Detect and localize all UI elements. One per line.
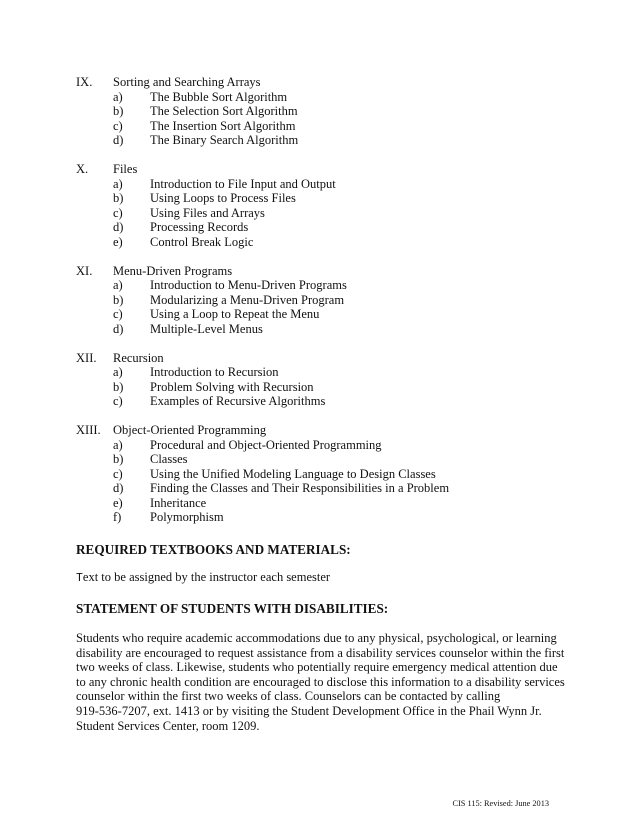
item-letter: c)	[113, 394, 123, 408]
section-number: X.	[76, 162, 89, 176]
outline-item	[76, 119, 596, 134]
item-letter: d)	[113, 133, 124, 147]
outline-item	[76, 220, 596, 235]
outline-item	[76, 452, 596, 467]
item-text: Using a Loop to Repeat the Menu	[150, 307, 320, 321]
item-letter: b)	[113, 292, 124, 307]
item-text: Introduction to File Input and Output	[150, 176, 336, 191]
item-letter: e)	[113, 234, 123, 249]
outline-item	[76, 177, 596, 192]
section-heading	[76, 351, 596, 366]
item-text: Problem Solving with Recursion	[150, 379, 314, 394]
item-text: Polymorphism	[150, 510, 224, 524]
section-title: Object-Oriented Programming	[113, 423, 267, 437]
item-text: The Bubble Sort Algorithm	[150, 89, 288, 104]
outline-section	[76, 264, 596, 337]
outline-item	[76, 206, 596, 221]
item-letter: b)	[113, 379, 124, 394]
outline-item	[76, 394, 596, 409]
item-text: Examples of Recursive Algorithms	[150, 394, 326, 408]
item-letter: d)	[113, 481, 124, 495]
section-number: XII.	[76, 350, 97, 365]
item-letter: c)	[113, 307, 123, 321]
textbooks-heading: REQUIRED TEXTBOOKS AND MATERIALS:	[76, 542, 351, 557]
item-text: Classes	[150, 452, 188, 466]
item-text: The Binary Search Algorithm	[150, 133, 299, 147]
paragraph-line: Student Services Center, room 1209.	[76, 718, 260, 733]
section-heading	[76, 162, 596, 177]
paragraph-line: 919-536-7207, ext. 1413 or by visiting the Student Development Office in the Phail Wynn Jr.	[76, 703, 542, 718]
outline-item	[76, 496, 596, 511]
paragraph-line: two weeks of class. Likewise, students who potentially require emergency medical attention due	[76, 660, 558, 675]
outline-item	[76, 191, 596, 206]
paragraph-line: Students who require academic accommodations due to any physical, psychological, or learning	[76, 631, 557, 645]
item-letter: a)	[113, 89, 123, 104]
item-text: Inheritance	[150, 495, 207, 510]
item-letter: c)	[113, 466, 123, 481]
item-text: Control Break Logic	[150, 234, 254, 249]
item-letter: a)	[113, 365, 123, 379]
section-title: Sorting and Searching Arrays	[113, 75, 261, 89]
course-outline	[76, 75, 596, 539]
outline-section	[76, 351, 596, 409]
outline-item	[76, 90, 596, 105]
item-letter: a)	[113, 176, 123, 191]
item-letter: b)	[113, 104, 124, 118]
section-number: IX.	[76, 75, 93, 89]
outline-item	[76, 322, 596, 337]
item-text: Using the Unified Modeling Language to Design Classes	[150, 466, 436, 481]
section-number: XIII.	[76, 423, 101, 437]
item-letter: b)	[113, 452, 124, 466]
item-letter: c)	[113, 118, 123, 133]
item-text: The Insertion Sort Algorithm	[150, 118, 296, 133]
outline-item	[76, 133, 596, 148]
paragraph-line: disability are encouraged to request assistance from a disability services counselor within the first	[76, 645, 565, 660]
outline-item	[76, 307, 596, 322]
item-letter: d)	[113, 321, 124, 336]
section-number: XI.	[76, 263, 93, 278]
item-text: Finding the Classes and Their Responsibilities in a Problem	[150, 481, 450, 495]
outline-item	[76, 293, 596, 308]
section-heading	[76, 423, 596, 438]
item-letter: f)	[113, 510, 122, 524]
outline-item	[76, 438, 596, 453]
textbooks-text-initial: T	[76, 572, 83, 585]
item-text: Using Loops to Process Files	[150, 191, 296, 205]
item-text: Processing Records	[150, 220, 249, 234]
outline-section	[76, 162, 596, 249]
item-letter: b)	[113, 191, 124, 205]
item-text: Procedural and Object-Oriented Programming	[150, 437, 382, 452]
item-text: Using Files and Arrays	[150, 205, 265, 220]
item-letter: e)	[113, 495, 123, 510]
disabilities-heading: STATEMENT OF STUDENTS WITH DISABILITIES:	[76, 601, 389, 616]
item-text: The Selection Sort Algorithm	[150, 104, 298, 118]
item-text: Multiple-Level Menus	[150, 321, 263, 336]
outline-item	[76, 467, 596, 482]
paragraph-line: counselor within the first two weeks of class. Counselors can be contacted by calling	[76, 689, 501, 704]
outline-item	[76, 365, 596, 380]
outline-item	[76, 481, 596, 496]
outline-section	[76, 75, 596, 148]
item-text: Modularizing a Menu-Driven Program	[150, 292, 345, 307]
section-title: Files	[113, 162, 138, 176]
item-text: Introduction to Menu-Driven Programs	[150, 278, 347, 292]
item-letter: c)	[113, 205, 123, 220]
outline-item	[76, 380, 596, 395]
disabilities-paragraph	[76, 631, 565, 733]
outline-item	[76, 510, 596, 525]
section-heading	[76, 264, 596, 279]
item-letter: d)	[113, 220, 124, 234]
section-title: Recursion	[113, 350, 164, 365]
outline-item	[76, 235, 596, 250]
page-footer: CIS 115: Revised: June 2013	[452, 799, 549, 808]
outline-item	[76, 104, 596, 119]
item-letter: a)	[113, 437, 123, 452]
item-letter: a)	[113, 278, 123, 292]
item-text: Introduction to Recursion	[150, 365, 279, 379]
section-heading	[76, 75, 596, 90]
section-title: Menu-Driven Programs	[113, 263, 233, 278]
paragraph-line: to any chronic health condition are encouraged to disclose this information to a disability services	[76, 674, 565, 689]
outline-section	[76, 423, 596, 525]
textbooks-text-rest: ext to be assigned by the instructor each semester	[82, 570, 331, 584]
textbooks-text	[76, 570, 330, 587]
outline-item	[76, 278, 596, 293]
